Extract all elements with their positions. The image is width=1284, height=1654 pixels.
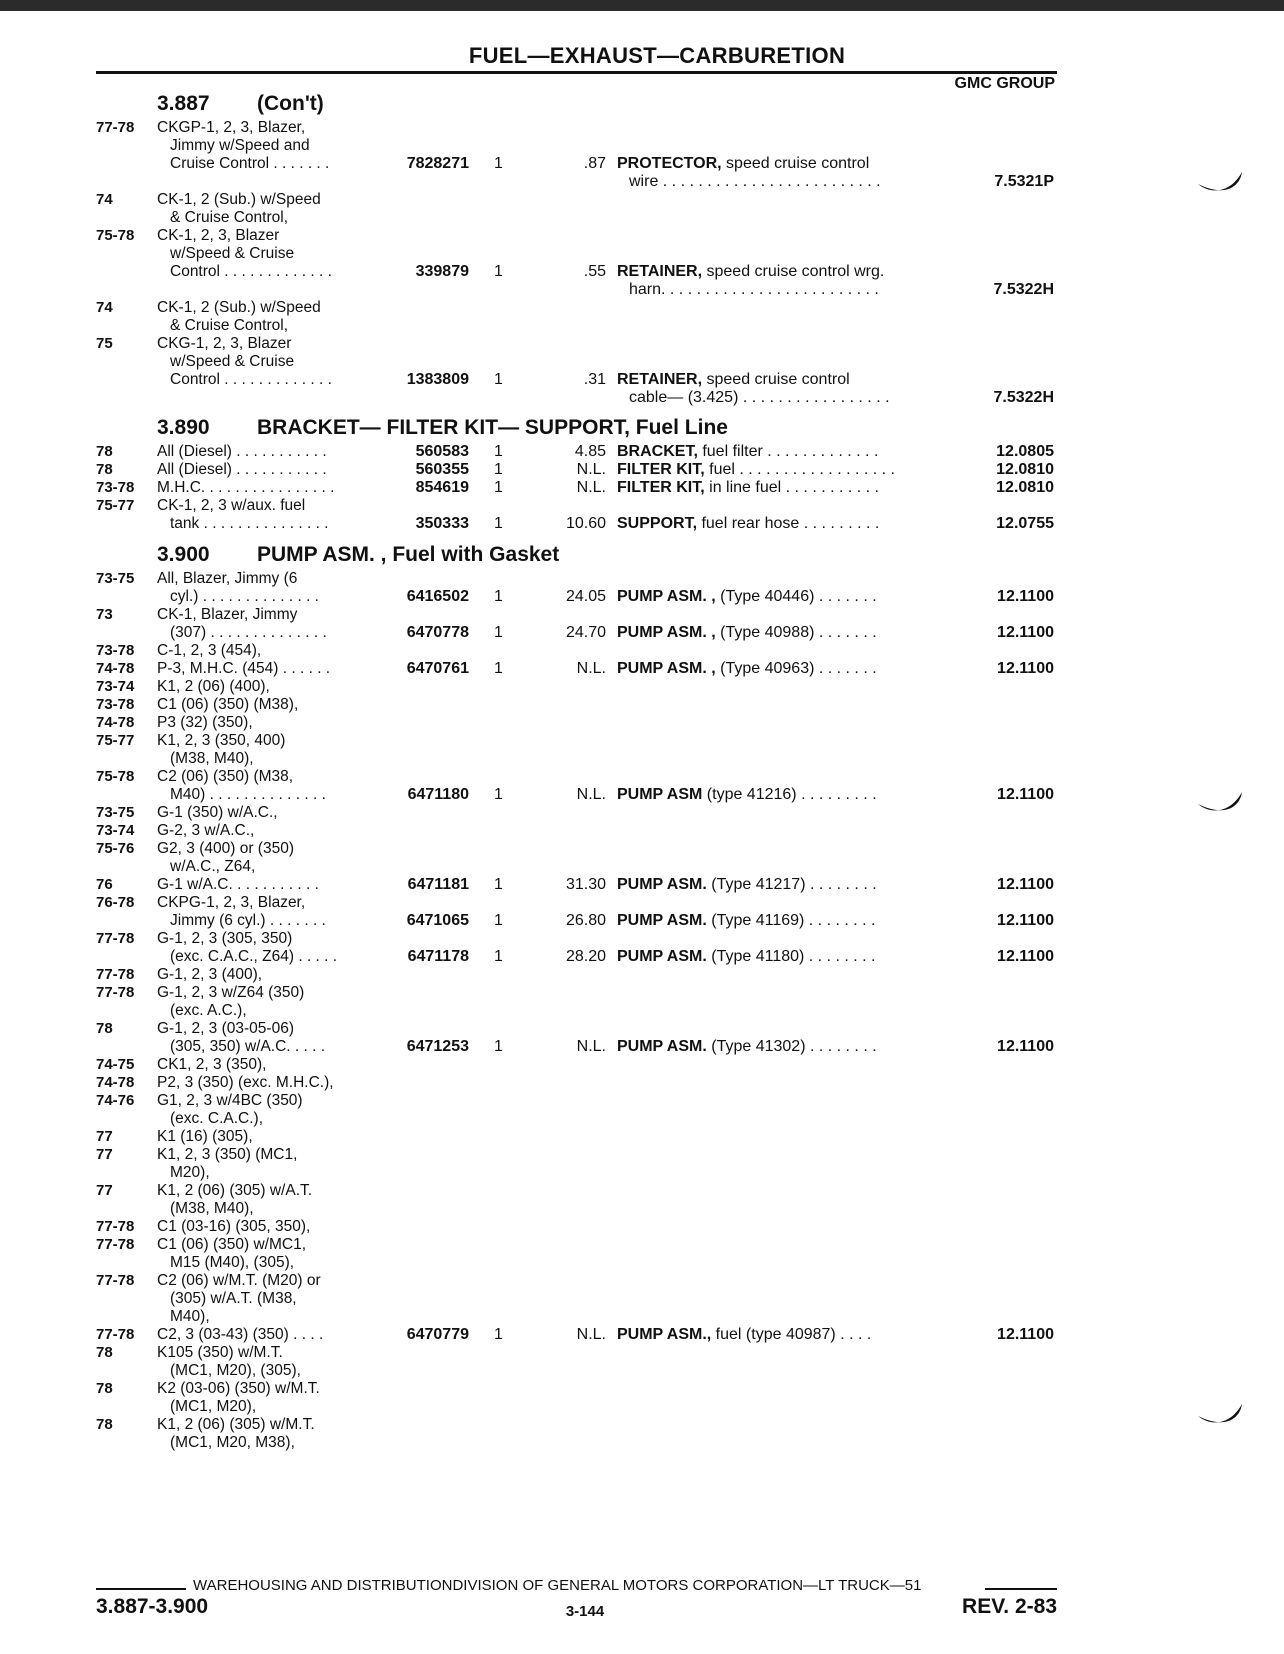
- part-name: RETAINER,: [617, 263, 703, 280]
- application-line: G2, 3 (400) or (350): [157, 840, 294, 857]
- application-line: (exc. A.C.),: [170, 1002, 247, 1019]
- application-line: (M38, M40),: [170, 1200, 254, 1217]
- part-name: PUMP ASM.: [617, 948, 707, 965]
- application-line: G-2, 3 w/A.C.,: [157, 822, 255, 839]
- section-number: 3.887: [157, 92, 210, 115]
- quantity: 1: [494, 660, 503, 677]
- model-year: 76-78: [96, 894, 135, 911]
- group-number: 12.0805: [996, 443, 1054, 460]
- footer-text: WAREHOUSING AND DISTRIBUTIONDIVISION OF GENERAL MOTORS CORPORATION—LT TRUCK—51: [193, 1577, 922, 1594]
- price: 28.20: [565, 948, 606, 965]
- part-name: PUMP ASM. ,: [617, 660, 716, 677]
- part-description: PUMP ASM. (Type 41169) . . . . . . . .: [617, 912, 876, 929]
- section-number: 3.890: [157, 416, 210, 439]
- group-number: 12.1100: [997, 1326, 1054, 1343]
- section-title: BRACKET— FILTER KIT— SUPPORT, Fuel Line: [257, 416, 728, 439]
- model-year: 77-78: [96, 966, 135, 983]
- quantity: 1: [494, 443, 503, 460]
- price: N.L.: [576, 1326, 606, 1343]
- price: N.L.: [576, 660, 606, 677]
- application-line: P-3, M.H.C. (454) . . . . . .: [157, 660, 331, 677]
- group-number: 12.1100: [997, 588, 1054, 605]
- model-year: 77-78: [96, 119, 135, 136]
- application-line: (305, 350) w/A.C. . . . .: [170, 1038, 326, 1055]
- quantity: 1: [494, 479, 503, 496]
- application-line: CKPG-1, 2, 3, Blazer,: [157, 894, 306, 911]
- quantity: 1: [494, 786, 503, 803]
- quantity: 1: [494, 461, 503, 478]
- application-line: CK-1, 2, 3, Blazer: [157, 227, 280, 244]
- part-name: BRACKET,: [617, 443, 698, 460]
- application-line: K1 (16) (305),: [157, 1128, 253, 1145]
- price: 24.05: [565, 588, 606, 605]
- part-number: 854619: [415, 479, 469, 496]
- application-line: (MC1, M20),: [170, 1398, 257, 1415]
- part-description: RETAINER, speed cruise control: [617, 371, 850, 388]
- page-title: FUEL—EXHAUST—CARBURETION: [468, 43, 846, 68]
- quantity: 1: [494, 588, 503, 605]
- model-year: 74-78: [96, 1074, 135, 1091]
- application-line: CKGP-1, 2, 3, Blazer,: [157, 119, 306, 136]
- part-name: PUMP ASM: [617, 786, 703, 803]
- model-year: 77-78: [96, 1236, 135, 1253]
- model-year: 77-78: [96, 984, 135, 1001]
- application-line: M.H.C. . . . . . . . . . . . . . . .: [157, 479, 335, 496]
- group-number: 7.5322H: [993, 281, 1054, 298]
- part-description: PUMP ASM., fuel (type 40987) . . . .: [617, 1326, 872, 1343]
- application-line: (MC1, M20, M38),: [170, 1434, 295, 1451]
- price: 4.85: [574, 443, 606, 460]
- part-name: RETAINER,: [617, 371, 703, 388]
- application-line: C2 (06) (350) (M38,: [157, 768, 294, 785]
- group-number: 7.5322H: [993, 389, 1054, 406]
- application-line: All (Diesel) . . . . . . . . . . .: [157, 443, 327, 460]
- part-number: 350333: [415, 515, 469, 532]
- model-year: 74-78: [96, 714, 135, 731]
- model-year: 78: [96, 461, 113, 478]
- part-description: PUMP ASM. (Type 41217) . . . . . . . .: [617, 876, 877, 893]
- group-number: 12.1100: [997, 912, 1054, 929]
- part-name: FILTER KIT,: [617, 479, 705, 496]
- group-number: 7.5321P: [994, 173, 1054, 190]
- application-line: K1, 2, 3 (350, 400): [157, 732, 286, 749]
- application-line: C1 (06) (350) w/MC1,: [157, 1236, 307, 1253]
- model-year: 73-78: [96, 642, 135, 659]
- price: .31: [583, 371, 606, 388]
- quantity: 1: [494, 515, 503, 532]
- price: 26.80: [565, 912, 606, 929]
- application-line: (exc. C.A.C.),: [170, 1110, 264, 1127]
- model-year: 75-76: [96, 840, 135, 857]
- group-number: 12.0810: [996, 479, 1054, 496]
- application-line: & Cruise Control,: [170, 209, 289, 226]
- application-line: G-1 (350) w/A.C.,: [157, 804, 278, 821]
- model-year: 78: [96, 1020, 113, 1037]
- application-line: cyl.) . . . . . . . . . . . . . .: [170, 588, 319, 605]
- application-line: K105 (350) w/M.T.: [157, 1344, 283, 1361]
- application-line: G-1, 2, 3 (400),: [157, 966, 263, 983]
- application-line: G-1, 2, 3 (03-05-06): [157, 1020, 294, 1037]
- model-year: 77: [96, 1128, 113, 1145]
- quantity: 1: [494, 624, 503, 641]
- part-name: PUMP ASM.: [617, 876, 707, 893]
- application-line: tank . . . . . . . . . . . . . . .: [170, 515, 329, 532]
- application-line: Control . . . . . . . . . . . . .: [170, 263, 332, 280]
- model-year: 73-78: [96, 479, 135, 496]
- part-description: RETAINER, speed cruise control wrg.: [617, 263, 885, 280]
- application-line: M15 (M40), (305),: [170, 1254, 295, 1271]
- group-number: 12.1100: [997, 660, 1054, 677]
- part-number: 560583: [415, 443, 469, 460]
- application-line: G-1 w/A.C. . . . . . . . . . .: [157, 876, 319, 893]
- application-line: M40) . . . . . . . . . . . . . .: [170, 786, 326, 803]
- quantity: 1: [494, 948, 503, 965]
- model-year: 75-78: [96, 768, 135, 785]
- application-line: K1, 2 (06) (305) w/M.T.: [157, 1416, 315, 1433]
- group-label: GMC GROUP: [954, 75, 1055, 92]
- model-year: 75-78: [96, 227, 135, 244]
- price: 24.70: [565, 624, 606, 641]
- model-year: 73-78: [96, 696, 135, 713]
- model-year: 74: [96, 299, 113, 316]
- group-number: 12.1100: [997, 1038, 1054, 1055]
- model-year: 75-77: [96, 497, 135, 514]
- part-number: 6471178: [407, 948, 469, 965]
- application-line: K1, 2 (06) (400),: [157, 678, 270, 695]
- application-line: M40),: [170, 1308, 210, 1325]
- application-line: K1, 2 (06) (305) w/A.T.: [157, 1182, 313, 1199]
- group-number: 12.0755: [996, 515, 1054, 532]
- group-number: 12.1100: [997, 786, 1054, 803]
- application-line: G1, 2, 3 w/4BC (350): [157, 1092, 303, 1109]
- application-line: (MC1, M20), (305),: [170, 1362, 301, 1379]
- part-number: 6471180: [407, 786, 469, 803]
- part-description: BRACKET, fuel filter . . . . . . . . . . . . .: [617, 443, 879, 460]
- part-number: 6470779: [406, 1326, 469, 1343]
- application-line: (305) w/A.T. (M38,: [170, 1290, 297, 1307]
- part-number: 6416502: [406, 588, 469, 605]
- part-number: 6470761: [406, 660, 469, 677]
- application-line: G-1, 2, 3 (305, 350): [157, 930, 293, 947]
- model-year: 74-78: [96, 660, 135, 677]
- part-description: FILTER KIT, fuel . . . . . . . . . . . . . . . . . .: [617, 461, 895, 478]
- part-name: PUMP ASM.,: [617, 1326, 712, 1343]
- model-year: 75-77: [96, 732, 135, 749]
- footer-section-range: 3.887-3.900: [96, 1595, 209, 1618]
- model-year: 78: [96, 1380, 113, 1397]
- model-year: 73-74: [96, 822, 135, 839]
- application-line: C-1, 2, 3 (454),: [157, 642, 262, 659]
- title-rule: [96, 71, 1057, 74]
- group-number: 12.1100: [997, 624, 1054, 641]
- part-description-cont: wire . . . . . . . . . . . . . . . . . . . . . . . . .: [629, 173, 881, 190]
- price: N.L.: [576, 479, 606, 496]
- application-line: CK-1, Blazer, Jimmy: [157, 606, 298, 623]
- application-line: w/Speed & Cruise: [170, 353, 295, 370]
- group-number: 12.1100: [997, 948, 1054, 965]
- part-number: 7828271: [406, 155, 469, 172]
- part-description: PUMP ASM. (Type 41302) . . . . . . . .: [617, 1038, 877, 1055]
- application-line: (M38, M40),: [170, 750, 254, 767]
- model-year: 74-75: [96, 1056, 135, 1073]
- section-header: [157, 543, 559, 567]
- application-line: All, Blazer, Jimmy (6: [157, 570, 298, 587]
- application-line: CK-1, 2 (Sub.) w/Speed: [157, 191, 321, 208]
- price: N.L.: [576, 1038, 606, 1055]
- part-description: SUPPORT, fuel rear hose . . . . . . . . .: [617, 515, 880, 532]
- section-title: (Con't): [257, 92, 324, 115]
- part-name: PUMP ASM. ,: [617, 624, 716, 641]
- footer-rule: [985, 1588, 1057, 1590]
- application-line: G-1, 2, 3 w/Z64 (350): [157, 984, 305, 1001]
- part-description: FILTER KIT, in line fuel . . . . . . . . . . .: [617, 479, 879, 496]
- application-line: C2 (06) w/M.T. (M20) or: [157, 1272, 321, 1289]
- price: N.L.: [576, 461, 606, 478]
- revision: REV. 2-83: [962, 1595, 1057, 1618]
- price: .55: [583, 263, 606, 280]
- model-year: 78: [96, 1416, 113, 1433]
- section-header: [157, 416, 728, 440]
- model-year: 73: [96, 606, 113, 623]
- section-title: PUMP ASM. , Fuel with Gasket: [257, 543, 560, 566]
- part-description-cont: cable— (3.425) . . . . . . . . . . . . . . . . .: [629, 389, 890, 406]
- part-name: PUMP ASM.: [617, 1038, 707, 1055]
- part-description: PUMP ASM. , (Type 40446) . . . . . . .: [617, 588, 877, 605]
- group-number: 12.0810: [996, 461, 1054, 478]
- application-line: All (Diesel) . . . . . . . . . . .: [157, 461, 327, 478]
- application-line: (exc. C.A.C., Z64) . . . . .: [170, 948, 338, 965]
- part-number: 6471065: [406, 912, 469, 929]
- quantity: 1: [494, 912, 503, 929]
- part-name: PUMP ASM.: [617, 912, 707, 929]
- margin-mark-icon: [1196, 168, 1246, 198]
- part-number: 560355: [415, 461, 469, 478]
- application-line: Jimmy (6 cyl.) . . . . . . .: [170, 912, 326, 929]
- top-border: [0, 0, 1284, 11]
- application-line: K2 (03-06) (350) w/M.T.: [157, 1380, 320, 1397]
- part-name: PUMP ASM. ,: [617, 588, 716, 605]
- margin-mark-icon: [1196, 788, 1246, 818]
- model-year: 73-75: [96, 804, 135, 821]
- application-line: C2, 3 (03-43) (350) . . . .: [157, 1326, 324, 1343]
- part-name: FILTER KIT,: [617, 461, 705, 478]
- model-year: 73-74: [96, 678, 135, 695]
- model-year: 78: [96, 1344, 113, 1361]
- price: .87: [583, 155, 606, 172]
- price: 31.30: [565, 876, 606, 893]
- quantity: 1: [494, 371, 503, 388]
- group-number: 12.1100: [997, 876, 1054, 893]
- quantity: 1: [494, 876, 503, 893]
- application-line: & Cruise Control,: [170, 317, 289, 334]
- model-year: 73-75: [96, 570, 135, 587]
- page-number: 3-144: [565, 1603, 605, 1620]
- part-number: 6470778: [406, 624, 469, 641]
- model-year: 77-78: [96, 1218, 135, 1235]
- model-year: 75: [96, 335, 113, 352]
- application-line: K1, 2, 3 (350) (MC1,: [157, 1146, 298, 1163]
- part-description-cont: harn. . . . . . . . . . . . . . . . . . . . . . . . .: [629, 281, 879, 298]
- application-line: C1 (06) (350) (M38),: [157, 696, 299, 713]
- application-line: (307) . . . . . . . . . . . . . .: [170, 624, 327, 641]
- section-header: [157, 92, 324, 116]
- price: 10.60: [565, 515, 606, 532]
- application-line: CK-1, 2, 3 w/aux. fuel: [157, 497, 306, 514]
- application-line: CKG-1, 2, 3, Blazer: [157, 335, 292, 352]
- section-number: 3.900: [157, 543, 210, 566]
- part-name: PROTECTOR,: [617, 155, 722, 172]
- application-line: M20),: [170, 1164, 210, 1181]
- application-line: Cruise Control . . . . . . .: [170, 155, 330, 172]
- application-line: P2, 3 (350) (exc. M.H.C.),: [157, 1074, 334, 1091]
- margin-mark-icon: [1196, 1400, 1246, 1430]
- part-description: PUMP ASM. (Type 41180) . . . . . . . .: [617, 948, 876, 965]
- application-line: CK-1, 2 (Sub.) w/Speed: [157, 299, 321, 316]
- application-line: C1 (03-16) (305, 350),: [157, 1218, 311, 1235]
- model-year: 77: [96, 1182, 113, 1199]
- quantity: 1: [494, 1038, 503, 1055]
- model-year: 78: [96, 443, 113, 460]
- model-year: 74-76: [96, 1092, 135, 1109]
- price: N.L.: [576, 786, 606, 803]
- application-line: Jimmy w/Speed and: [170, 137, 310, 154]
- part-number: 6471181: [407, 876, 469, 893]
- model-year: 77-78: [96, 1272, 135, 1289]
- footer-rule: [96, 1588, 186, 1590]
- model-year: 77: [96, 1146, 113, 1163]
- model-year: 77-78: [96, 1326, 135, 1343]
- quantity: 1: [494, 1326, 503, 1343]
- application-line: Control . . . . . . . . . . . . .: [170, 371, 332, 388]
- part-number: 1383809: [406, 371, 469, 388]
- application-line: w/A.C., Z64,: [170, 858, 256, 875]
- part-description: PUMP ASM (type 41216) . . . . . . . . .: [617, 786, 877, 803]
- part-number: 339879: [415, 263, 469, 280]
- part-description: PROTECTOR, speed cruise control: [617, 155, 870, 172]
- part-number: 6471253: [406, 1038, 469, 1055]
- part-description: PUMP ASM. , (Type 40963) . . . . . . .: [617, 660, 877, 677]
- application-line: P3 (32) (350),: [157, 714, 253, 731]
- application-line: CK1, 2, 3 (350),: [157, 1056, 267, 1073]
- part-name: SUPPORT,: [617, 515, 698, 532]
- quantity: 1: [494, 263, 503, 280]
- model-year: 77-78: [96, 930, 135, 947]
- model-year: 76: [96, 876, 113, 893]
- quantity: 1: [494, 155, 503, 172]
- model-year: 74: [96, 191, 113, 208]
- part-description: PUMP ASM. , (Type 40988) . . . . . . .: [617, 624, 877, 641]
- application-line: w/Speed & Cruise: [170, 245, 295, 262]
